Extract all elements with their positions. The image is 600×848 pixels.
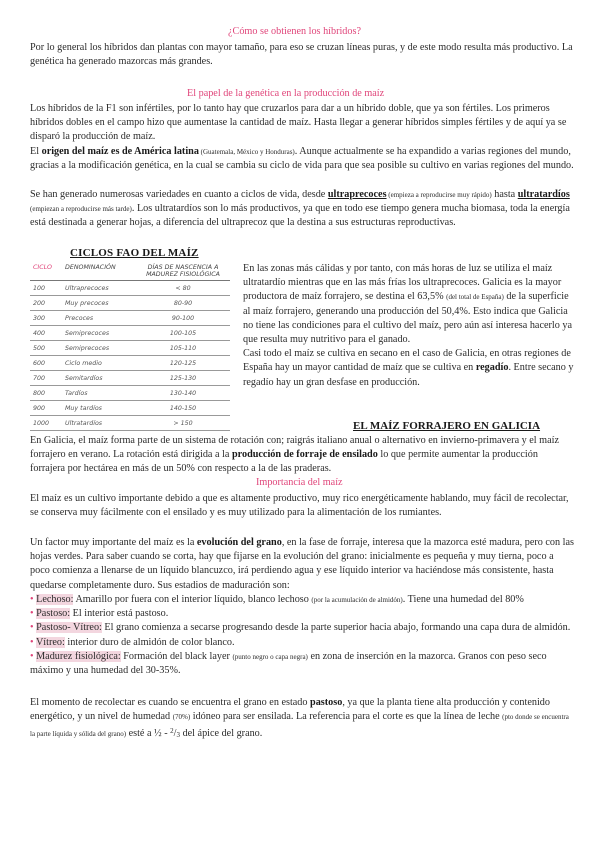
list-item: [30, 637, 235, 648]
table-header-row: [30, 262, 230, 281]
table-row: [30, 386, 230, 401]
text: En Galicia, el maíz forma parte de un sistema de rotación con; raigrás italiano anual o alternativo en invierno-primavera y el maíz forrajero en verano. La rotación está dirigida a la: [30, 435, 559, 461]
paragraph-evolucion: [30, 536, 575, 593]
table-title: CICLOS FAO DEL MAÍZ: [70, 247, 199, 259]
table-row: [30, 401, 230, 416]
cell-dias: 80-90: [136, 296, 230, 311]
text: El momento de recolectar es cuando se encuentra el grano en estado: [30, 697, 311, 708]
stage-list: [30, 593, 575, 678]
paragraph-hibridos: Por lo general los híbridos dan plantas con mayor tamaño, para eso se cruzan líneas puras, y de este modo resulta más productivo. La genética ha generado mazorcas más grandes.: [30, 42, 573, 68]
text: esté a ½ -: [126, 728, 171, 740]
bold-forraje: producción de forraje de ensilado: [231, 449, 378, 461]
bullet-icon: •: [30, 608, 34, 620]
cell-dias: 120-125: [136, 356, 230, 371]
cell-denominacion: Semiprecoces: [62, 326, 136, 341]
heading-importancia: Importancia del maíz: [256, 477, 343, 488]
text: lo que permite aumentar la producción forrajera por hectárea en más de un 50% con respecto a la de las praderas.: [30, 449, 538, 475]
text: Un factor muy importante del maíz es la: [30, 537, 197, 548]
text: del ápice del grano.: [180, 728, 263, 740]
text: . Aunque actualmente se ha expandido a varias regiones del mundo, gracias a la modificación genética, en la cual se cambia su ciclo de vida para que sea posible su cultivo en varias regiones del mundo.: [30, 146, 574, 172]
paragraph-variedades: [30, 188, 575, 231]
cell-denominacion: Muy precoces: [62, 296, 136, 311]
table-row: [30, 416, 230, 431]
small-note: (70%): [172, 713, 191, 722]
table-row: [30, 311, 230, 326]
paragraph-zonas: [243, 262, 578, 390]
cell-ciclo: 700: [30, 371, 62, 386]
bold-pastoso: pastoso: [310, 697, 343, 708]
bullet-icon: •: [30, 622, 34, 634]
cell-ciclo: 600: [30, 356, 62, 371]
cell-dias: 90-100: [136, 311, 230, 326]
text: . Los ultratardíos son lo más productivos, ya que en todo ese tiempo genera mucha biomasa, toda la energía está destinada a generar hojas, a diferencia del ultraprecoz que la destina a sus estructuras reproductivas.: [30, 203, 570, 229]
heading-hibridos: ¿Cómo se obtienen los híbridos?: [228, 26, 361, 37]
cell-denominacion: Tardíos: [62, 386, 136, 401]
fraction-denominator: 3: [176, 731, 181, 740]
cell-ciclo: 100: [30, 281, 62, 296]
cell-ciclo: 900: [30, 401, 62, 416]
paragraph-recoleccion: [30, 696, 575, 743]
heading-genetica: El papel de la genética en la producción de maíz: [187, 88, 385, 99]
bold-regadio: regadío: [475, 362, 509, 374]
cell-dias: < 80: [136, 281, 230, 296]
fraction-numerator: 2: [170, 727, 174, 736]
bullet-icon: •: [30, 594, 34, 605]
cell-denominacion: Precoces: [62, 311, 136, 326]
cell-dias: 130-140: [136, 386, 230, 401]
text: Amarillo por fuera con el interior líquido, blanco lechoso: [73, 594, 312, 605]
text: , en la fase de forraje, interesa que la mazorca esté madura, pero con las hojas verdes. Para saber cuando se corta, hay que fijarse en la evolución del grano: inicialmente es pequeña y muy tierna, poco a poco comienza a llenarse de un líquido blancuzco, irá perdiendo agua y ese líquido interior va haciéndose más consistente, hasta quedarse completamente duro. Sus estadios de maduración son:: [30, 537, 574, 591]
text: El interior está pastoso.: [70, 608, 169, 620]
cell-ciclo: 400: [30, 326, 62, 341]
paragraph-genetica: Los híbridos de la F1 son infértiles, por lo tanto hay que cruzarlos para dar a un híbrido doble, que ya son fértiles. Los primeros híbridos dobles en el campo hizo que aumentase la cantidad de maíz. Hasta llegar a generar híbridos simples fértiles y de aquí ya se disparó la producción de maíz.: [30, 103, 567, 143]
text: en zona de inserción en la mazorca. Granos con peso seco máximo y una humedad del 30-35%.: [30, 650, 547, 677]
header-dias: DÍAS DE NASCENCIA A MADUREZ FISIOLÓGICA: [136, 262, 230, 281]
cell-denominacion: Semitardíos: [62, 371, 136, 386]
text: de la superficie al maíz forrajero, generando una producción del 50,4%. Esto indica que Galicia no tiene las condiciones para el cultivo del maíz, pero aún así interesa hacerlo ya que resulta muy nutritivo para el ganado.: [243, 291, 572, 346]
small-note: (pto donde se encuentra la parte líquida y sólida del grano): [30, 713, 569, 739]
text: interior duro de almidón de color blanco.: [64, 636, 235, 648]
text: En las zonas más cálidas y por tanto, con más horas de luz se utiliza el maíz ultratardío mientras que en las más frías los ultraprecoces. Galicia es la mayor productora de maíz forrajero, se destina el 63,5%: [243, 263, 562, 303]
table-row: [30, 326, 230, 341]
fraction-slash: /: [173, 728, 177, 740]
small-note: (por la acumulación de almidón): [311, 596, 403, 604]
list-item: [30, 651, 547, 676]
text: . Tiene una humedad del 80%: [402, 594, 524, 605]
small-note: (empiezan a reproducirse más tarde): [30, 205, 132, 214]
cell-ciclo: 800: [30, 386, 62, 401]
cell-ciclo: 500: [30, 341, 62, 356]
small-note: (punto negro o capa negra): [232, 652, 308, 661]
cell-denominacion: Muy tardíos: [62, 401, 136, 416]
text: Formación del black layer: [120, 650, 233, 662]
table-row: [30, 341, 230, 356]
small-note: (del total de España): [446, 293, 504, 302]
table-row: [30, 281, 230, 296]
paragraph-rotacion: [30, 434, 575, 477]
stage-name: Vítreo:: [35, 636, 65, 648]
small-note: (Guatemala, México y Honduras): [198, 148, 295, 156]
text: , ya que la planta tiene alta producción y contenido energético, y un nivel de humedad: [30, 697, 550, 723]
cell-denominacion: Semiprecoces: [62, 341, 136, 356]
text: El: [30, 146, 42, 157]
table-row: [30, 296, 230, 311]
cell-ciclo: 200: [30, 296, 62, 311]
cell-ciclo: 1000: [30, 416, 62, 431]
cell-dias: > 150: [136, 416, 230, 431]
paragraph-origen: [30, 145, 575, 173]
bullet-icon: •: [30, 636, 34, 648]
cell-denominacion: Ultratardíos: [62, 416, 136, 431]
bold-ultratardios: ultratardíos: [517, 189, 570, 200]
text: idóneo para ser ensilada. La referencia para el corte es que la línea de leche: [190, 711, 503, 723]
header-ciclo: CICLO: [30, 262, 62, 281]
stage-name: Pastoso:: [36, 608, 71, 620]
cell-denominacion: Ciclo medio: [62, 356, 136, 371]
ciclos-fao-table: [30, 262, 230, 431]
stage-name: Lechoso:: [36, 594, 74, 605]
bold-ultraprecoces: ultraprecoces: [327, 189, 387, 200]
stage-name: Madurez fisiológica:: [36, 650, 121, 662]
list-item: [30, 622, 570, 633]
list-item: [30, 608, 168, 619]
small-note: (empieza a reproducirse muy rápido): [386, 191, 492, 199]
header-denominacion: DENOMINACIÓN: [62, 262, 136, 281]
table-row: [30, 356, 230, 371]
cell-dias: 125-130: [136, 371, 230, 386]
paragraph-importancia: El maíz es un cultivo importante debido a que es altamente productivo, muy rico energéticamente hablando, muy fácil de recolectar, se conserva muy fácilmente con el ensilado y es muy utilizado para la alimentación de los rumiantes.: [30, 493, 569, 519]
text: Se han generado numerosas variedades en cuanto a ciclos de vida, desde: [30, 189, 328, 200]
text: . Entre secano y regadío hay un gran desfase en producción.: [243, 362, 574, 388]
bold-evolucion: evolución del grano: [196, 537, 282, 548]
cell-dias: 105-110: [136, 341, 230, 356]
bullet-icon: •: [30, 650, 34, 662]
cell-dias: 140-150: [136, 401, 230, 416]
text: El grano comienza a secarse progresando desde la parte superior hacia abajo, formando una capa dura de almidón.: [101, 622, 571, 634]
table-row: [30, 371, 230, 386]
bold-origen: origen del maíz es de América latina: [41, 146, 199, 157]
text: Casi todo el maíz se cultiva en secano en el caso de Galicia, en otras regiones de España hay un mayor cantidad de maíz que se cultiva en: [243, 348, 571, 374]
text: hasta: [491, 189, 518, 200]
cell-ciclo: 300: [30, 311, 62, 326]
list-item: [30, 594, 524, 605]
section-title-forrajero: EL MAÍZ FORRAJERO EN GALICIA: [353, 420, 541, 432]
cell-denominacion: Ultraprecoces: [62, 281, 136, 296]
stage-name: Pastoso- Vítreo:: [36, 622, 102, 634]
cell-dias: 100-105: [136, 326, 230, 341]
